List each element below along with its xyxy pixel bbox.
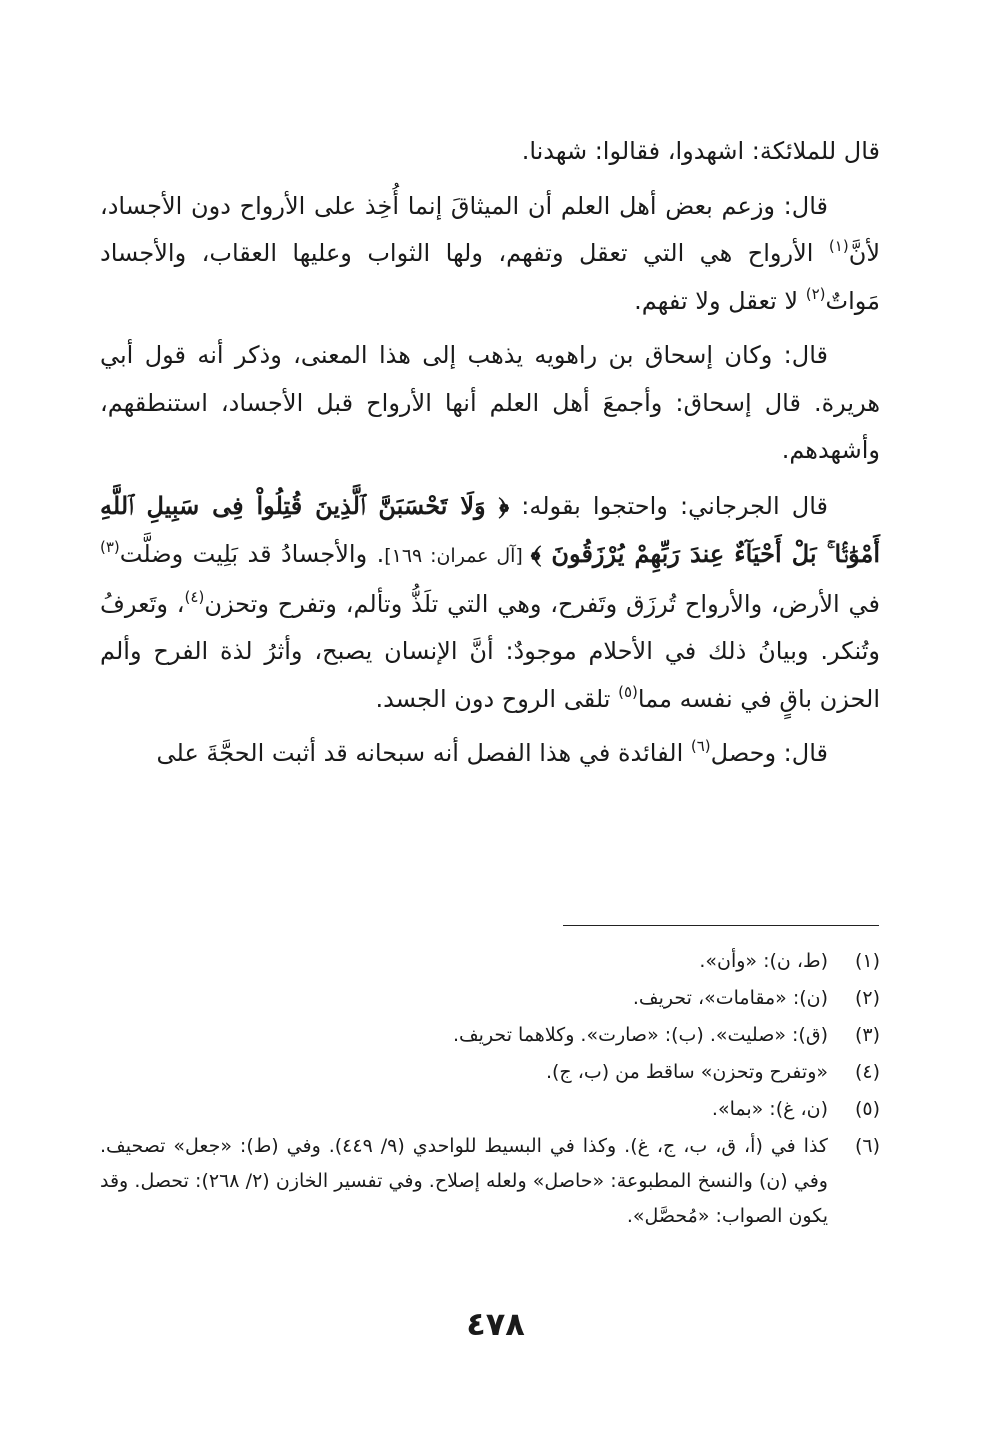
footnote-number: (٢) [854,987,880,1009]
paragraph-3 [100,332,880,475]
main-text [100,128,880,785]
footnote-ref-1[interactable]: (١) [828,237,849,255]
paragraph-2-text-a: قال: وزعم بعض أهل العلم أن الميثاقَ إنما أُخِذ على الأرواح دون الأجساد، لأنَّ [100,191,880,267]
footnote-text: كذا في (أ، ق، ب، ج، غ). وكذا في البسيط للواحدي (٩/ ٤٤٩). وفي (ط): «جعل» تصحيف. وفي (ن) والنسخ المطبوعة: «حاصل» ولعله إصلاح. وفي تفسير الخازن (٢/ ٢٦٨): تحصل. وقد يكون الصواب: «مُحصَّل». [100,1135,828,1227]
footnote-ref-3[interactable]: (٣) [100,538,120,556]
footnote-text: (ط، ن): «وأن». [699,950,828,972]
footnote-number: (١) [854,950,880,972]
paragraph-5 [100,730,880,778]
footnote-5 [100,1092,880,1127]
paragraph-4 [100,482,880,724]
footnote-number: (٤) [854,1061,880,1083]
quran-verse: ﴿ وَلَا تَحْسَبَنَّ ٱلَّذِينَ قُتِلُواْ فِى سَبِيلِ ٱللَّهِ أَمْوَٰتَۢا ۚ بَلْ أَحْيَآءٌ عِندَ رَبِّهِمْ يُرْزَقُونَ ﴾ [100,490,880,568]
paragraph-2 [100,183,880,326]
footnote-text: «وتفرح وتحزن» ساقط من (ب، ج). [545,1061,828,1083]
paragraph-4-text-a: قال الجرجاني: واحتجوا بقوله: [509,491,828,520]
paragraph-4-text-c: في الأرض، والأرواح تُرزَق وتَفرح، وهي التي تلَذُّ وتألم، وتفرح وتحزن [204,589,880,618]
footnote-text: (ن): «مقامات»، تحريف. [632,987,828,1009]
paragraph-1-text: قال للملائكة: اشهدوا، فقالوا: شهدنا. [521,137,880,165]
footnote-4 [100,1055,880,1090]
footnote-number: (٥) [854,1098,880,1120]
paragraph-4-text-d: ، وتَعرفُ وتُنكر. وبيانُ ذلك في الأحلام موجودٌ: أنَّ الإنسان يصبح، وأثرُ لذة الفرح وألم الحزن باقٍ في نفسه مما [100,589,880,713]
footnote-ref-2[interactable]: (٢) [805,284,826,303]
paragraph-4-text-e: تلقى الروح دون الجسد. [375,684,619,713]
paragraph-4-text-b: . والأجسادُ قد بَلِيت وضلَّت [119,540,385,568]
verse-reference: [آل عمران: ١٦٩] [384,545,531,567]
page-number: ٤٧٨ [466,1305,525,1343]
footnote-ref-6[interactable]: (٦) [690,737,711,755]
footnote-separator [563,925,879,926]
paragraph-3-text: قال: وكان إسحاق بن راهويه يذهب إلى هذا المعنى، وذكر أنه قول أبي هريرة. قال إسحاق: وأجمعَ أهل العلم أنها الأرواح قبل الأجساد، استنطقهم، وأشهدهم. [100,341,880,464]
paragraph-2-text-b: الأرواح هي التي تعقل وتفهم، ولها الثواب وعليها العقاب، والأجساد مَواتٌ [100,239,880,315]
footnote-2 [100,981,880,1016]
footnotes [100,944,880,1236]
paragraph-5-text-b: الفائدة في هذا الفصل أنه سبحانه قد أثبت الحجَّةَ على [156,739,691,767]
paragraph-5-text-a: قال: وحصل [710,739,828,767]
footnote-number: (٣) [854,1024,880,1046]
paragraph-2-text-c: لا تعقل ولا تفهم. [634,286,806,315]
footnote-ref-5[interactable]: (٥) [618,682,638,701]
footnote-1 [100,944,880,979]
footnote-text: (ن، غ): «بما». [711,1098,828,1120]
footnote-number: (٦) [854,1135,880,1157]
paragraph-1 [100,128,880,176]
footnote-text: (ق): «صليت». (ب): «صارت». وكلاهما تحريف. [452,1024,828,1046]
footnote-ref-4[interactable]: (٤) [184,587,205,606]
footnote-6 [100,1129,880,1234]
footnote-3 [100,1018,880,1053]
